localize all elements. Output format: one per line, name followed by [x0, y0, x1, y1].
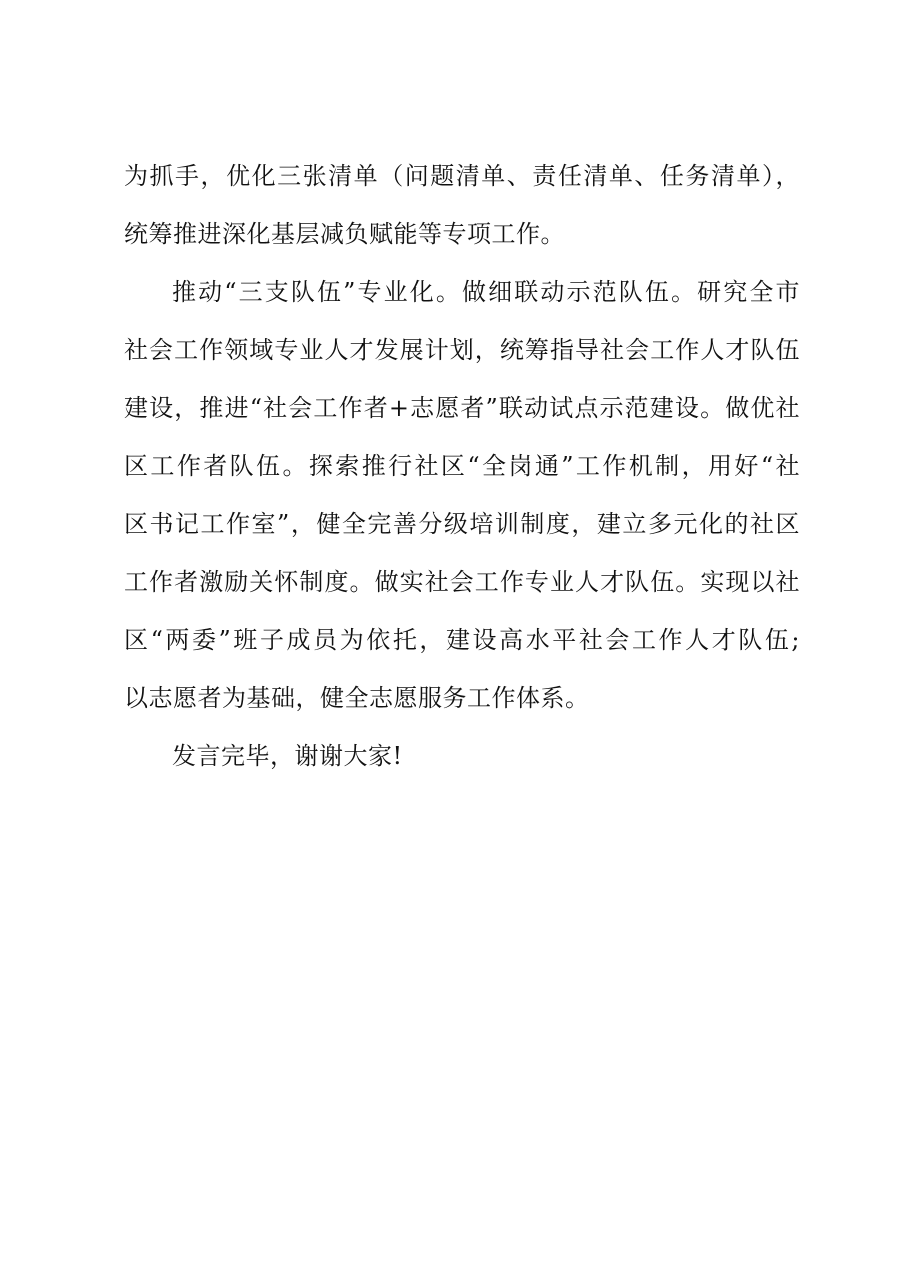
text-line: 区“两委”班子成员为依托，建设高水平社会工作人才队伍; [124, 626, 800, 654]
text-line: 统筹推进深化基层减负赋能等专项工作。 [124, 220, 565, 248]
text-line: 以志愿者为基础，健全志愿服务工作体系。 [124, 684, 590, 712]
document-body [124, 147, 800, 785]
closing-line: 发言完毕，谢谢大家! [172, 742, 403, 770]
text-line: 为抓手，优化三张清单（问题清单、责任清单、任务清单）， [124, 162, 800, 190]
text-line: 推动“三支队伍”专业化。做细联动示范队伍。研究全市 [172, 278, 800, 306]
text-line: 社会工作领域专业人才发展计划，统筹指导社会工作人才队伍 [124, 336, 800, 364]
text-line: 建设，推进“社会工作者+志愿者”联动试点示范建设。做优社 [124, 394, 800, 422]
text-line: 工作者激励关怀制度。做实社会工作专业人才队伍。实现以社 [124, 568, 800, 596]
text-line: 区工作者队伍。探索推行社区“全岗通”工作机制，用好“社 [124, 452, 800, 480]
text-line: 区书记工作室”，健全完善分级培训制度，建立多元化的社区 [124, 510, 800, 538]
